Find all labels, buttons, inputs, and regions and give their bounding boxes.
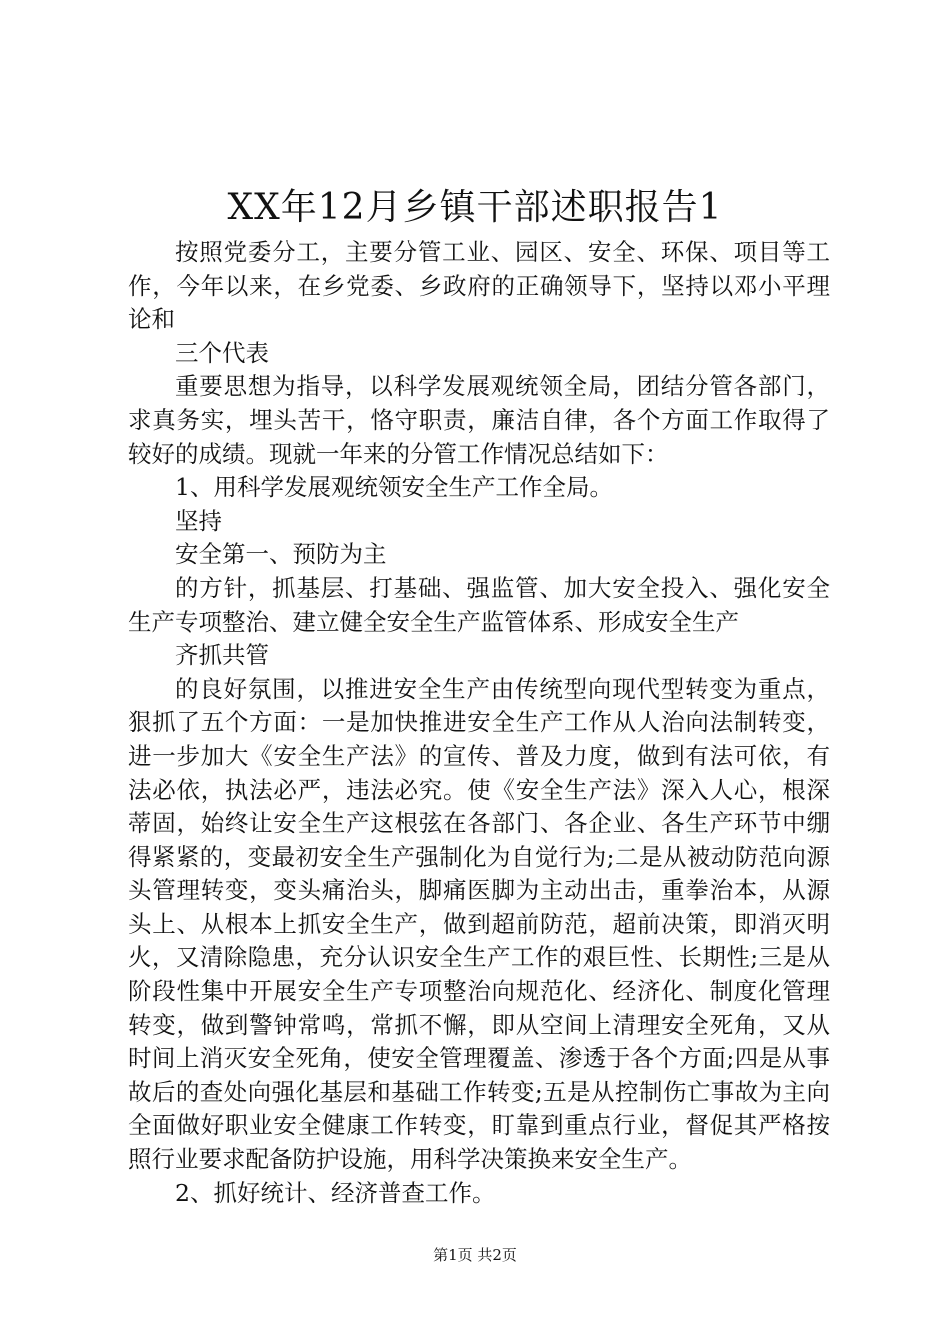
paragraph: 的方针，抓基层、打基础、强监管、加大安全投入、强化安全生产专项整治、建立健全安全生产监管体系、形成安全生产 <box>128 573 830 636</box>
document-title: XX年12月乡镇干部述职报告1 <box>227 187 723 228</box>
paragraph: 齐抓共管 <box>175 641 269 670</box>
paragraph: 按照党委分工，主要分管工业、园区、安全、环保、项目等工作，今年以来，在乡党委、乡政府的正确领导下，坚持以邓小平理论和 <box>128 238 830 334</box>
paragraph: 的良好氛围，以推进安全生产由传统型向现代型转变为重点，狠抓了五个方面：一是加快推进安全生产工作从人治向法制转变，进一步加大《安全生产法》的宣传、普及力度，做到有法可依，有法必依，执法必严，违法必究。使《安全生产法》深入人心，根深蒂固，始终让安全生产这根弦在各部门、各企业、各生产环节中绷得紧紧的，变最初安全生产强制化为自觉行为;二是从被动防范向源头管理转变，变头痛治头，脚痛医脚为主动出击，重拳治本，从源头上、从根本上抓安全生产，做到超前防范，超前决策，即消灭明火，又清除隐患，充分认识安全生产工作的艰巨性、长期性;三是从阶段性集中开展安全生产专项整治向规范化、经济化、制度化管理转变，做到警钟常鸣，常抓不懈，即从空间上清理安全死角，又从时间上消灭安全死角，使安全管理覆盖、渗透于各个方面;四是从事故后的查处向强化基层和基础工作转变;五是从控制伤亡事故为主向全面做好职业安全健康工作转变，盯靠到重点行业，督促其严格按照行业要求配备防护设施，用科学决策换来安全生产。 <box>128 674 830 1174</box>
paragraph: 重要思想为指导，以科学发展观统领全局，团结分管各部门，求真务实，埋头苦干，恪守职责，廉洁自律，各个方面工作取得了较好的成绩。现就一年来的分管工作情况总结如下： <box>128 372 830 468</box>
paragraph: 三个代表 <box>175 338 269 367</box>
section-heading: 1、用科学发展观统领安全生产工作全局。 <box>175 473 613 502</box>
paragraph: 安全第一、预防为主 <box>175 540 387 569</box>
paragraph: 坚持 <box>175 506 222 535</box>
section-heading: 2、抓好统计、经济普查工作。 <box>175 1178 496 1207</box>
document-body <box>128 236 830 1210</box>
page-footer: 第1页 共2页 <box>433 1246 517 1264</box>
